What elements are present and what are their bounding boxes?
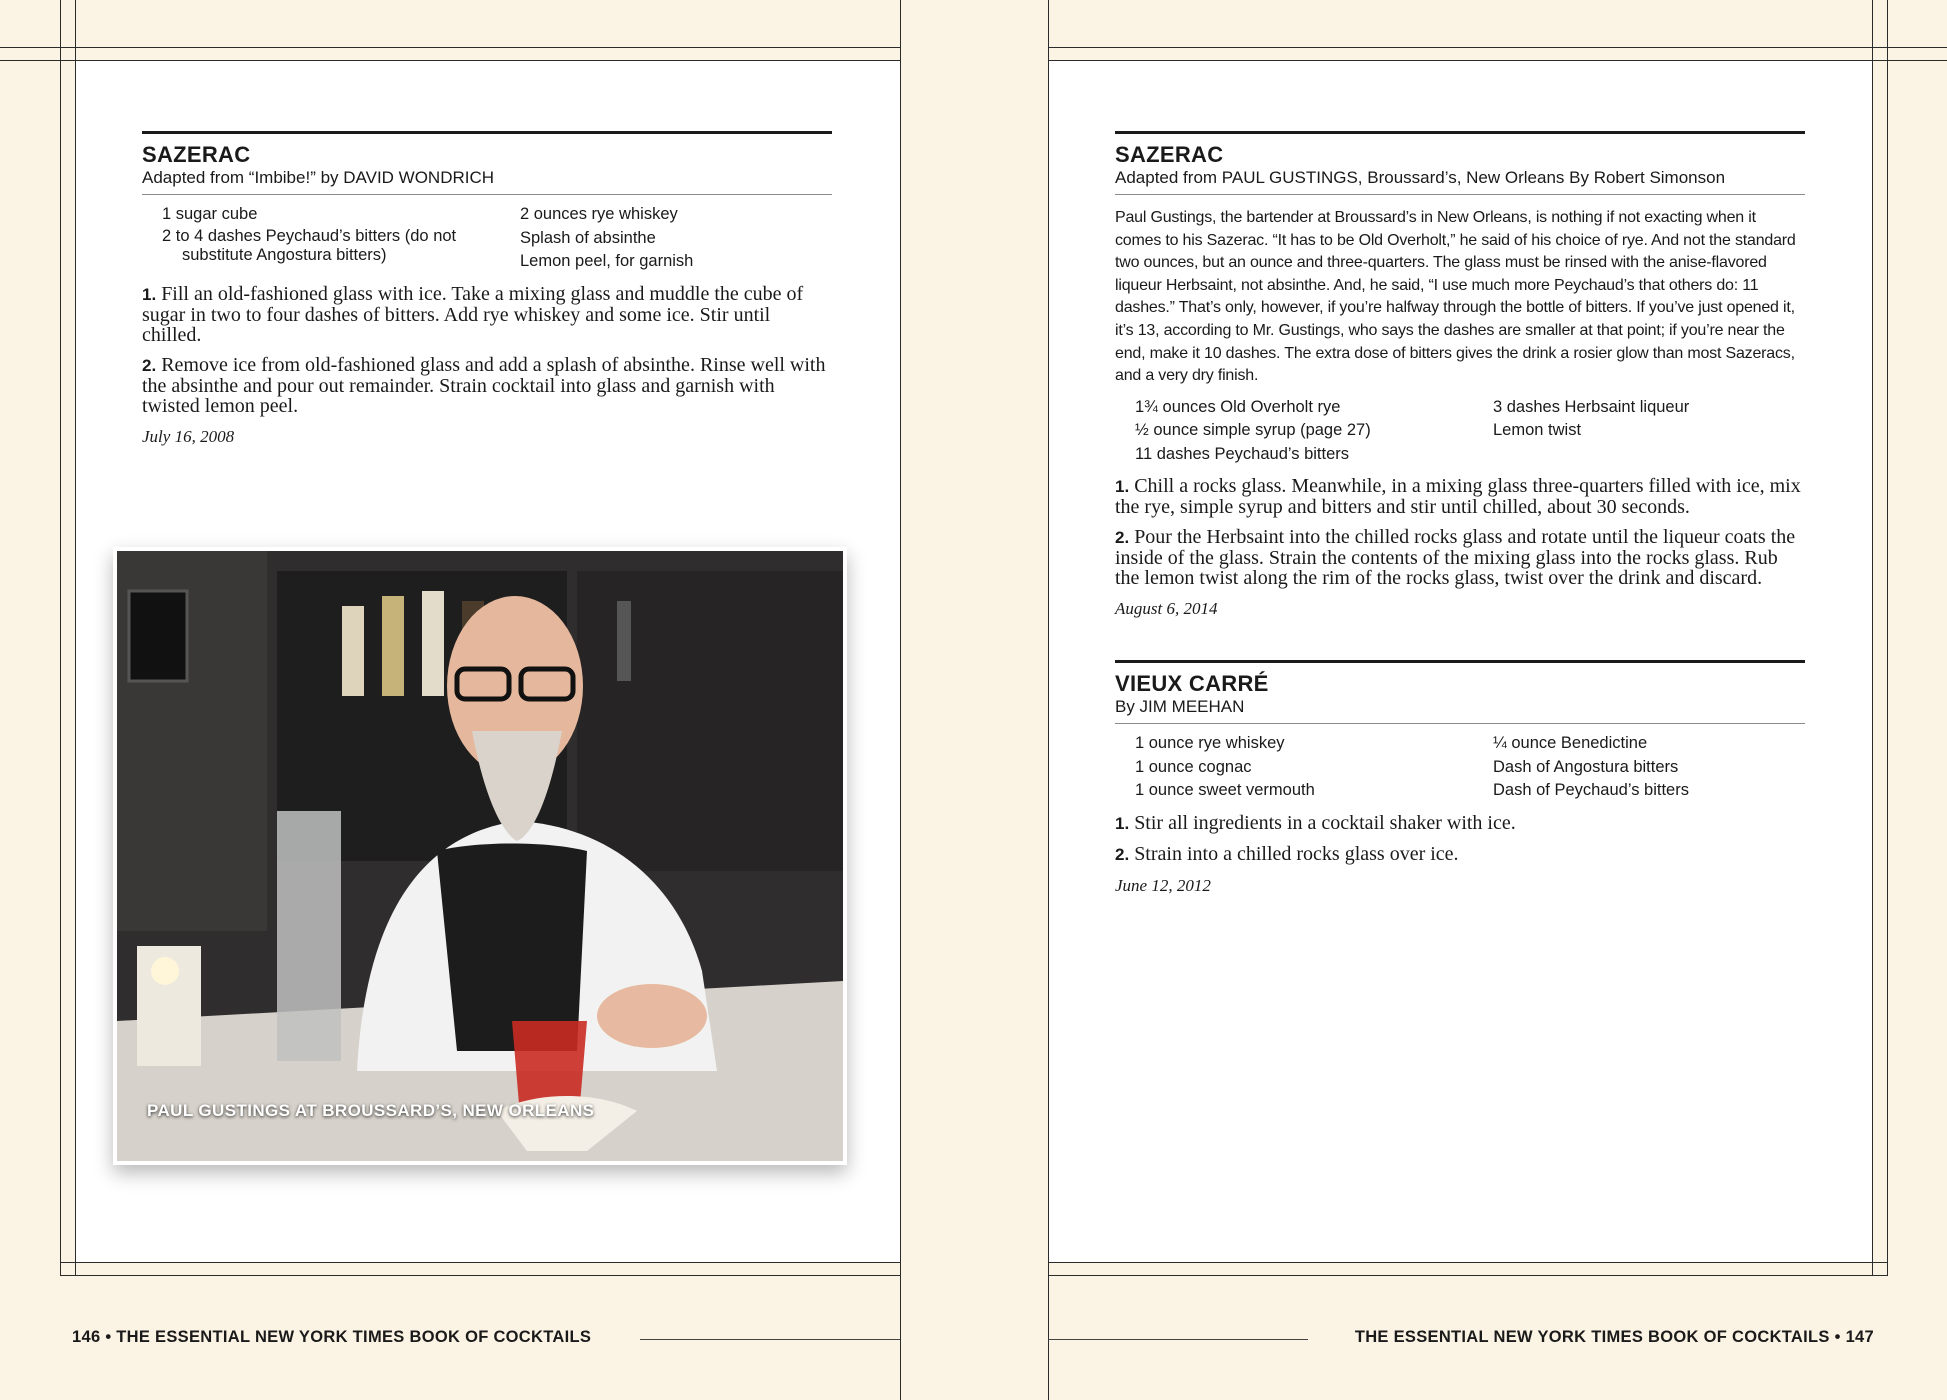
gutter-line	[900, 0, 901, 1400]
left-page-footer: 146 • THE ESSENTIAL NEW YORK TIMES BOOK OF COCKTAILS	[72, 1328, 592, 1346]
ingredients-column-1	[142, 203, 500, 274]
recipe-date: June 12, 2012	[1115, 875, 1211, 895]
recipe-step	[1115, 844, 1805, 865]
ingredient-item: 3 dashes Herbsaint liqueur	[1493, 397, 1690, 416]
ingredients-list	[1115, 396, 1805, 467]
title-rule	[142, 131, 832, 134]
ingredients-column-1	[1115, 396, 1473, 467]
recipe-title: VIEUX CARRÉ	[1115, 671, 1269, 696]
recipe-date: August 6, 2014	[1115, 599, 1218, 619]
frame-line	[1048, 1262, 1888, 1263]
recipe-byline: Adapted from PAUL GUSTINGS, Broussard’s, New Orleans By Robert Simonson	[1115, 168, 1726, 187]
vieux-carre-recipe	[1115, 660, 1805, 896]
recipe-byline: By JIM MEEHAN	[1115, 697, 1245, 716]
ingredients-column-1	[1115, 732, 1473, 803]
ingredient-item: 1 ounce sweet vermouth	[1135, 781, 1315, 799]
right-sazerac-recipe	[1115, 131, 1805, 619]
frame-line	[0, 47, 900, 48]
ingredient-item: 2 to 4 dashes Peychaud’s bitters (do not substitute Angostura bitters)	[162, 226, 457, 264]
frame-line	[60, 0, 61, 1275]
footer-rule	[640, 1339, 900, 1340]
step-number: 2.	[1115, 844, 1130, 864]
frame-line	[60, 1275, 900, 1276]
gutter-line	[1048, 0, 1049, 1400]
title-rule	[1115, 660, 1805, 663]
ingredient-item: Splash of absinthe	[520, 228, 656, 247]
photo-illustration	[117, 551, 843, 1161]
frame-line	[60, 1262, 900, 1263]
recipe-step	[142, 355, 832, 416]
byline-rule	[142, 194, 832, 195]
ingredient-item: ¼ ounce Benedictine	[1493, 734, 1648, 752]
frame-line	[1048, 60, 1947, 61]
frame-line	[1048, 47, 1947, 48]
ingredient-item: 1 sugar cube	[162, 205, 258, 223]
ingredients-column-2	[1473, 396, 1805, 467]
footer-rule	[1048, 1339, 1308, 1340]
ingredient-item: ½ ounce simple syrup (page 27)	[1135, 421, 1371, 440]
ingredients-list	[142, 203, 832, 274]
recipe-date: July 16, 2008	[142, 426, 235, 446]
frame-line	[75, 0, 76, 1275]
recipe-step	[1115, 527, 1805, 588]
title-rule	[1115, 131, 1805, 134]
ingredient-item: Dash of Peychaud’s bitters	[1493, 781, 1689, 799]
ingredient-item: 1¾ ounces Old Overholt rye	[1135, 397, 1341, 416]
frame-line	[1887, 0, 1888, 1275]
ingredient-item: 11 dashes Peychaud’s bitters	[1135, 444, 1350, 463]
recipe-step	[1115, 476, 1805, 517]
ingredient-item: 1 ounce rye whiskey	[1135, 734, 1285, 752]
frame-line	[0, 60, 900, 61]
ingredient-item: 1 ounce cognac	[1135, 757, 1252, 776]
step-text: Remove ice from old-fashioned glass and add a splash of absinthe. Rinse well with the absinthe and pour out remainder. Strain cocktail into glass and garnish with twisted lemon peel.	[142, 353, 826, 417]
ingredients-column-2	[500, 203, 832, 274]
ingredients-list	[1115, 732, 1805, 803]
ingredient-item: Dash of Angostura bitters	[1493, 757, 1679, 776]
byline-rule	[1115, 723, 1805, 724]
ingredient-item: Lemon twist	[1493, 421, 1582, 440]
step-number: 1.	[142, 284, 157, 304]
step-number: 2.	[1115, 528, 1130, 548]
ingredients-column-2	[1473, 732, 1805, 803]
right-page-footer: THE ESSENTIAL NEW YORK TIMES BOOK OF COCKTAILS • 147	[1354, 1328, 1874, 1346]
recipe-step	[1115, 813, 1805, 834]
recipe-step	[142, 284, 832, 345]
step-text: Pour the Herbsaint into the chilled rocks glass and rotate until the liqueur coats the inside of the glass. Strain the contents of the mixing glass into the rocks glass. Rub the lemon twist along the rim of the rocks glass, twist over the drink and discard.	[1115, 526, 1796, 590]
step-text: Chill a rocks glass. Meanwhile, in a mixing glass three-quarters filled with ice, mix the rye, simple syrup and bitters and stir until chilled, about 30 seconds.	[1115, 475, 1801, 519]
step-number: 2.	[142, 355, 157, 375]
photo-caption: PAUL GUSTINGS AT BROUSSARD’S, NEW ORLEANS	[147, 1101, 595, 1120]
left-sazerac-recipe	[142, 131, 832, 447]
recipe-intro: Paul Gustings, the bartender at Broussard’s in New Orleans, is nothing if not exacting when it comes to his Sazerac. “It has to be Old Overholt,” he said of his choice of rye. And not the standard two ounces, but an ounce and three-quarters. The glass must be rinsed with the anise-flavored liqueur Herbsaint, not absinthe. And, he said, “I use much more Peychaud’s that others do: 11 dashes.” That’s only, however, if you’re halfway through the bottle of bitters. If you’ve just opened it, it’s 13, according to Mr. Gustings, who says the dashes are smaller at that point; if you’re near the end, make it 10 dashes. The extra dose of bitters gives the drink a rosier glow than most Sazeracs, and a very dry finish.	[1115, 209, 1796, 385]
recipe-title: SAZERAC	[1115, 142, 1224, 167]
ingredient-item: 2 ounces rye whiskey	[520, 205, 678, 223]
recipe-title: SAZERAC	[142, 142, 251, 167]
step-text: Strain into a chilled rocks glass over ice.	[1134, 842, 1459, 865]
step-text: Fill an old-fashioned glass with ice. Take a mixing glass and muddle the cube of sugar in two to four dashes of bitters. Add rye whiskey and some ice. Stir until chilled.	[142, 282, 804, 346]
step-number: 1.	[1115, 813, 1130, 833]
bartender-photo	[113, 547, 847, 1165]
recipe-byline: Adapted from “Imbibe!” by DAVID WONDRICH	[142, 168, 495, 187]
photo-image	[117, 551, 843, 1161]
ingredient-item: Lemon peel, for garnish	[520, 252, 694, 270]
frame-line	[1048, 1275, 1888, 1276]
step-number: 1.	[1115, 477, 1130, 497]
byline-rule	[1115, 194, 1805, 195]
frame-line	[1872, 0, 1873, 1275]
step-text: Stir all ingredients in a cocktail shaker with ice.	[1134, 811, 1516, 834]
